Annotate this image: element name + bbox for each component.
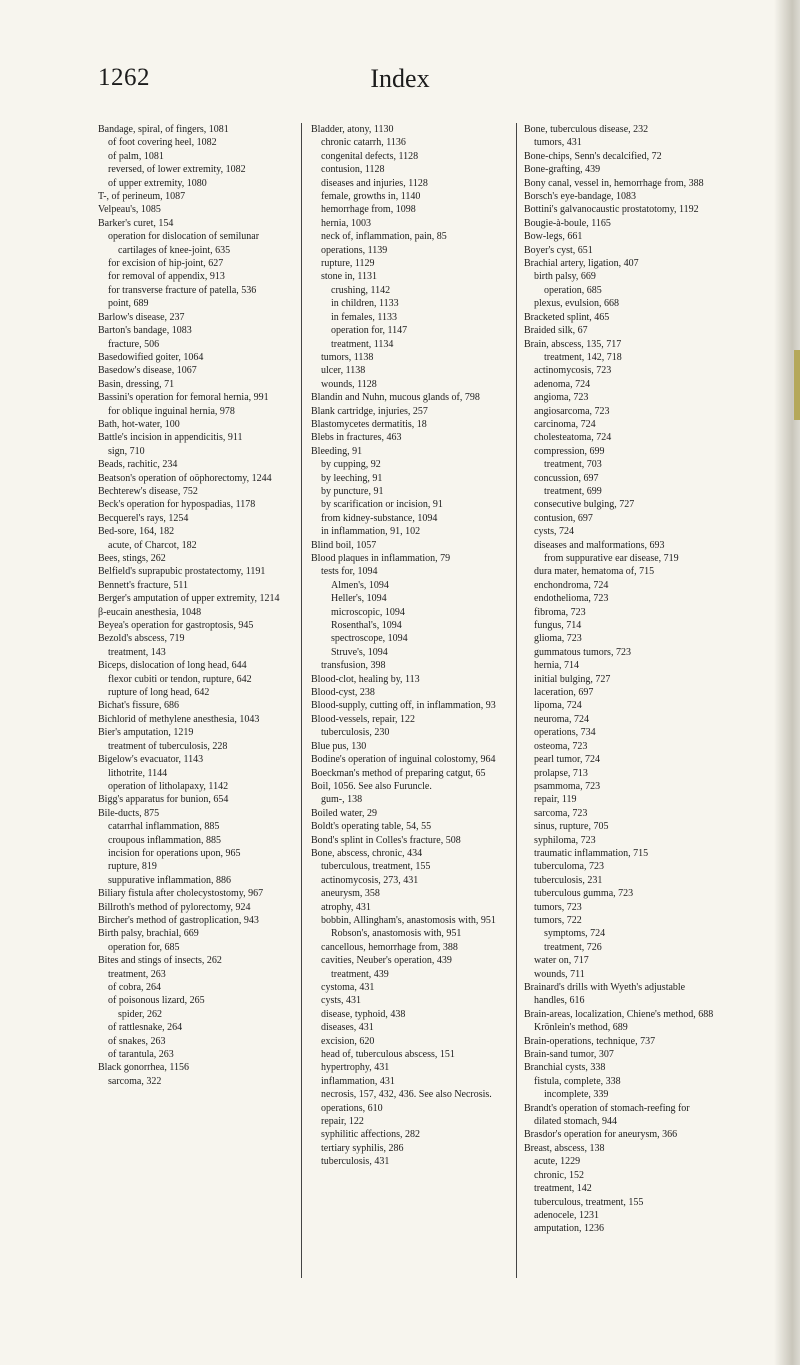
index-entry: Heller's, 1094: [331, 593, 387, 605]
index-entry: lithotrite, 1144: [108, 767, 168, 779]
index-entry: female, growths in, 1140: [321, 191, 421, 203]
index-entry: T-, of perineum, 1087: [98, 191, 186, 203]
index-entry: Beyea's operation for gastroptosis, 945: [98, 620, 254, 632]
index-entry: tuberculosis, 231: [534, 874, 603, 886]
index-entry: Bezold's abscess, 719: [98, 633, 185, 645]
index-entry: Bone-chips, Senn's decalcified, 72: [524, 150, 662, 162]
index-entry: of poisonous lizard, 265: [108, 995, 205, 1007]
index-column-1: [98, 123, 293, 1088]
index-entry: Braided silk, 67: [524, 325, 588, 337]
index-entry: fracture, 506: [108, 338, 160, 350]
index-entry: neck of, inflammation, pain, 85: [321, 231, 447, 243]
index-entry: treatment of tuberculosis, 228: [108, 740, 228, 752]
index-entry: incision for operations upon, 965: [108, 847, 241, 859]
index-entry: Brachial artery, ligation, 407: [524, 258, 639, 270]
index-entry: syphiloma, 723: [534, 834, 596, 846]
index-entry: acute, of Charcot, 182: [108, 539, 197, 551]
index-entry: acute, 1229: [534, 1156, 581, 1168]
page-edge-marker: [794, 350, 800, 420]
index-entry: Blood-vessels, repair, 122: [311, 713, 416, 725]
index-entry: fungus, 714: [534, 620, 582, 632]
index-entry: Blank cartridge, injuries, 257: [311, 405, 428, 417]
index-entry: wounds, 711: [534, 968, 585, 980]
index-entry: initial bulging, 727: [534, 673, 611, 685]
index-entry: actinomycosis, 723: [534, 365, 612, 377]
index-entry: Bottini's galvanocaustic prostatotomy, 1192: [524, 204, 699, 216]
index-entry: catarrhal inflammation, 885: [108, 821, 220, 833]
index-entry: Birth palsy, brachial, 669: [98, 928, 199, 940]
index-entry: head of, tuberculous abscess, 151: [321, 1049, 455, 1061]
index-entry: flexor cubiti or tendon, rupture, 642: [108, 673, 252, 685]
index-entry: enchondroma, 724: [534, 579, 609, 591]
column-divider: [516, 123, 517, 1278]
index-entry: tests for, 1094: [321, 566, 378, 578]
index-entry: incomplete, 339: [544, 1089, 609, 1101]
index-entry: fibroma, 723: [534, 606, 586, 618]
index-entry: Bougie-à-boule, 1165: [524, 217, 611, 229]
index-entry: Barlow's disease, 237: [98, 311, 185, 323]
index-entry: treatment, 143: [108, 646, 166, 658]
index-entry: tuberculous gumma, 723: [534, 888, 634, 900]
index-entry: tumors, 1138: [321, 351, 374, 363]
index-entry: chronic, 152: [534, 1169, 584, 1181]
index-entry: actinomycosis, 273, 431: [321, 874, 419, 886]
index-entry: lipoma, 724: [534, 700, 582, 712]
index-entry: rupture, 819: [108, 861, 157, 873]
index-entry: of cobra, 264: [108, 982, 162, 993]
index-entry: Bond's splint in Colles's fracture, 508: [311, 834, 461, 846]
index-entry: cystoma, 431: [321, 982, 375, 993]
index-entry: cancellous, hemorrhage from, 388: [321, 941, 458, 953]
index-entry: Boeckman's method of preparing catgut, 65: [311, 767, 486, 779]
index-entry: Bodine's operation of inguinal colostomy, 964: [311, 754, 496, 766]
index-entry: endothelioma, 723: [534, 593, 609, 605]
index-entry: of upper extremity, 1080: [108, 177, 207, 189]
index-entry: traumatic inflammation, 715: [534, 847, 649, 859]
index-entry: Blebs in fractures, 463: [311, 432, 402, 444]
index-entry: carcinoma, 724: [534, 418, 596, 430]
index-entry: Bees, stings, 262: [98, 553, 166, 564]
index-entry: Struve's, 1094: [331, 646, 388, 658]
index-entry: from suppurative ear disease, 719: [544, 553, 679, 564]
index-entry: gum-, 138: [321, 794, 363, 806]
column-divider: [301, 123, 302, 1278]
index-entry: sign, 710: [108, 445, 145, 457]
index-entry: Boil, 1056. See also Furuncle.: [311, 780, 432, 792]
index-entry: by cupping, 92: [321, 459, 381, 471]
index-entry: Borsch's eye-bandage, 1083: [524, 191, 637, 203]
index-entry: Belfield's suprapubic prostatectomy, 1191: [98, 566, 266, 578]
index-entry: necrosis, 157, 432, 436. See also Necrosis.: [321, 1089, 492, 1101]
index-entry: Bile-ducts, 875: [98, 807, 160, 819]
index-entry: Battle's incision in appendicitis, 911: [98, 432, 243, 444]
index-entry: Beads, rachitic, 234: [98, 459, 178, 471]
index-entry: Brain, abscess, 135, 717: [524, 338, 622, 350]
index-entry: excision, 620: [321, 1035, 375, 1047]
index-entry: operation of litholapaxy, 1142: [108, 780, 229, 792]
index-entry: Blood-clot, healing by, 113: [311, 673, 420, 685]
index-column-3: [524, 123, 719, 1236]
index-entry: operations, 610: [321, 1102, 383, 1114]
index-entry: cholesteatoma, 724: [534, 432, 612, 444]
index-entry: Bichat's fissure, 686: [98, 700, 179, 712]
index-entry: Bassini's operation for femoral hernia, 991: [98, 392, 269, 404]
index-entry: Robson's, anastomosis with, 951: [331, 928, 462, 940]
index-entry: Bony canal, vessel in, hemorrhage from, 388: [524, 177, 704, 189]
index-entry: water on, 717: [534, 955, 589, 967]
index-entry: of palm, 1081: [108, 150, 164, 162]
index-entry: diseases and malformations, 693: [534, 539, 665, 551]
index-entry: Bichlorid of methylene anesthesia, 1043: [98, 713, 260, 725]
index-entry: Brain-operations, technique, 737: [524, 1035, 656, 1047]
index-entry: Basedowified goiter, 1064: [98, 351, 204, 363]
index-entry: Bath, hot-water, 100: [98, 418, 180, 430]
index-entry: adenoma, 724: [534, 378, 591, 390]
index-entry: operations, 1139: [321, 244, 388, 256]
index-entry: repair, 122: [321, 1116, 364, 1128]
index-entry: treatment, 726: [544, 941, 602, 953]
index-entry: of tarantula, 263: [108, 1049, 174, 1061]
index-entry: Velpeau's, 1085: [98, 204, 161, 216]
index-column-2: [311, 123, 506, 1169]
index-entry: Bites and stings of insects, 262: [98, 955, 222, 967]
index-entry: treatment, 142: [534, 1183, 592, 1195]
index-entry: bobbin, Allingham's, anastomosis with, 951: [321, 914, 496, 926]
index-entry: glioma, 723: [534, 633, 582, 645]
index-entry: of rattlesnake, 264: [108, 1022, 183, 1034]
index-entry: compression, 699: [534, 445, 605, 457]
index-entry: for removal of appendix, 913: [108, 271, 225, 283]
index-entry: for excision of hip-joint, 627: [108, 258, 224, 270]
index-entry: Blandin and Nuhn, mucous glands of, 798: [311, 392, 480, 404]
index-entry: Becquerel's rays, 1254: [98, 512, 189, 524]
index-entry: Brandt's operation of stomach-reefing for dilated stomach, 944: [524, 1102, 690, 1128]
index-entry: treatment, 1134: [331, 338, 394, 350]
index-entry: by leeching, 91: [321, 472, 383, 484]
index-entry: Bennett's fracture, 511: [98, 579, 189, 591]
index-entry: microscopic, 1094: [331, 606, 405, 618]
index-entry: cysts, 724: [534, 526, 574, 538]
index-entry: repair, 119: [534, 794, 577, 806]
index-entry: treatment, 703: [544, 459, 602, 471]
index-entry: hemorrhage from, 1098: [321, 204, 416, 216]
index-entry: rupture of long head, 642: [108, 687, 210, 699]
index-entry: angioma, 723: [534, 392, 589, 404]
index-entry: sinus, rupture, 705: [534, 821, 609, 833]
index-entry: tumors, 431: [534, 137, 582, 149]
index-entry: gummatous tumors, 723: [534, 646, 631, 658]
index-entry: Blood plaques in inflammation, 79: [311, 553, 451, 564]
page-title: Index: [370, 64, 430, 93]
index-entry: treatment, 439: [331, 968, 389, 980]
index-entry: spider, 262: [118, 1008, 163, 1020]
index-entry: cavities, Neuber's operation, 439: [321, 955, 452, 967]
index-entry: tuberculous, treatment, 155: [534, 1196, 644, 1208]
index-entry: stone in, 1131: [321, 271, 378, 283]
index-entry: reversed, of lower extremity, 1082: [108, 164, 246, 176]
index-entry: croupous inflammation, 885: [108, 834, 222, 846]
index-entry: Bandage, spiral, of fingers, 1081: [98, 124, 229, 135]
index-entry: aneurysm, 358: [321, 888, 380, 900]
index-entry: Beck's operation for hypospadias, 1178: [98, 499, 256, 511]
index-entry: symptoms, 724: [544, 928, 606, 940]
index-entry: Bone-grafting, 439: [524, 164, 601, 176]
index-entry: of snakes, 263: [108, 1035, 166, 1047]
index-entry: diseases, 431: [321, 1022, 374, 1034]
index-entry: atrophy, 431: [321, 901, 371, 913]
index-entry: Blood-cyst, 238: [311, 687, 375, 699]
index-entry: Rosenthal's, 1094: [331, 620, 402, 632]
index-entry: angiosarcoma, 723: [534, 405, 610, 417]
index-entry: congenital defects, 1128: [321, 150, 419, 162]
index-entry: Brain-areas, localization, Chiene's method, 688: [524, 1008, 714, 1020]
index-entry: Bone, abscess, chronic, 434: [311, 847, 423, 859]
index-entry: Basedow's disease, 1067: [98, 365, 197, 377]
index-entry: in females, 1133: [331, 311, 398, 323]
index-entry: Billroth's method of pylorectomy, 924: [98, 901, 251, 913]
index-entry: dura mater, hematoma of, 715: [534, 566, 655, 578]
index-entry: Basin, dressing, 71: [98, 378, 175, 390]
index-entry: inflammation, 431: [321, 1075, 395, 1087]
index-entry: contusion, 697: [534, 512, 593, 524]
index-entry: Boiled water, 29: [311, 807, 377, 819]
index-entry: syphilitic affections, 282: [321, 1129, 420, 1141]
index-entry: operation, 685: [544, 284, 602, 296]
index-entry: treatment, 699: [544, 485, 602, 497]
index-entry: osteoma, 723: [534, 740, 588, 752]
index-entry: Barker's curet, 154: [98, 217, 174, 229]
index-entry: from kidney-substance, 1094: [321, 512, 438, 524]
index-entry: operation for, 1147: [331, 325, 408, 337]
index-entry: Bone, tuberculous disease, 232: [524, 124, 649, 135]
index-entry: by puncture, 91: [321, 485, 384, 497]
index-entry: amputation, 1236: [534, 1223, 604, 1235]
index-entry: for oblique inguinal hernia, 978: [108, 405, 235, 417]
index-entry: Boyer's cyst, 651: [524, 244, 593, 256]
index-entry: Bigelow's evacuator, 1143: [98, 754, 204, 766]
index-entry: chronic catarrh, 1136: [321, 137, 406, 149]
index-entry: Krönlein's method, 689: [534, 1022, 628, 1034]
index-entry: tuberculoma, 723: [534, 861, 604, 873]
index-entry: tertiary syphilis, 286: [321, 1142, 404, 1154]
index-entry: Brainard's drills with Wyeth's adjustable handles, 616: [524, 982, 686, 1007]
index-entry: Berger's amputation of upper extremity, 1214: [98, 593, 280, 605]
index-entry: Breast, abscess, 138: [524, 1142, 605, 1154]
index-entry: hernia, 1003: [321, 217, 371, 229]
index-entry: fistula, complete, 338: [534, 1075, 621, 1087]
index-entry: Brain-sand tumor, 307: [524, 1049, 614, 1061]
index-entry: Almen's, 1094: [331, 579, 389, 591]
index-entry: rupture, 1129: [321, 258, 375, 270]
index-entry: treatment, 263: [108, 968, 166, 980]
index-entry: suppurative inflammation, 886: [108, 874, 232, 886]
index-entry: operations, 734: [534, 727, 596, 739]
index-entry: tuberculous, treatment, 155: [321, 861, 431, 873]
index-entry: tumors, 723: [534, 901, 582, 913]
index-entry: sarcoma, 723: [534, 807, 588, 819]
index-entry: disease, typhoid, 438: [321, 1008, 406, 1020]
index-entry: operation for dislocation of semilunar cartilages of knee-joint, 635: [108, 231, 260, 256]
index-entry: ulcer, 1138: [321, 365, 366, 377]
index-entry: neuroma, 724: [534, 713, 589, 725]
index-entry: in children, 1133: [331, 298, 399, 310]
index-entry: for transverse fracture of patella, 536: [108, 284, 257, 296]
page-edge-shadow: [774, 0, 800, 1365]
index-entry: hernia, 714: [534, 660, 579, 672]
index-entry: cysts, 431: [321, 995, 361, 1007]
index-entry: concussion, 697: [534, 472, 599, 484]
index-entry: operation for, 685: [108, 941, 180, 953]
index-entry: Brasdor's operation for aneurysm, 366: [524, 1129, 678, 1141]
index-entry: by scarification or incision, 91: [321, 499, 443, 511]
index-entry: Bleeding, 91: [311, 445, 363, 457]
index-entry: of foot covering heel, 1082: [108, 137, 217, 149]
index-entry: psammoma, 723: [534, 780, 601, 792]
index-entry: Bracketed splint, 465: [524, 311, 610, 323]
index-entry: Branchial cysts, 338: [524, 1062, 606, 1074]
index-entry: treatment, 142, 718: [544, 351, 622, 363]
index-entry: tuberculosis, 230: [321, 727, 390, 739]
index-entry: Biceps, dislocation of long head, 644: [98, 660, 247, 672]
index-entry: hypertrophy, 431: [321, 1062, 390, 1074]
index-entry: sarcoma, 322: [108, 1075, 162, 1087]
index-entry: tumors, 722: [534, 914, 582, 926]
index-entry: pearl tumor, 724: [534, 754, 600, 766]
index-entry: wounds, 1128: [321, 378, 377, 390]
index-entry: Bladder, atony, 1130: [311, 124, 394, 135]
index-entry: point, 689: [108, 298, 149, 310]
index-entry: Boldt's operating table, 54, 55: [311, 821, 432, 833]
index-entry: Bier's amputation, 1219: [98, 727, 194, 739]
page-number: 1262: [98, 64, 150, 91]
index-entry: Black gonorrhea, 1156: [98, 1062, 189, 1074]
index-entry: Beatson's operation of oöphorectomy, 1244: [98, 472, 272, 484]
index-entry: in inflammation, 91, 102: [321, 526, 421, 538]
index-entry: Blind boil, 1057: [311, 539, 377, 551]
index-entry: Bow-legs, 661: [524, 231, 583, 243]
index-entry: Biliary fistula after cholecystostomy, 967: [98, 888, 264, 900]
index-entry: spectroscope, 1094: [331, 633, 408, 645]
index-entry: Blastomycetes dermatitis, 18: [311, 418, 427, 430]
index-entry: consecutive bulging, 727: [534, 499, 635, 511]
index-entry: transfusion, 398: [321, 660, 386, 672]
index-entry: birth palsy, 669: [534, 271, 596, 283]
index-entry: crushing, 1142: [331, 284, 391, 296]
index-entry: contusion, 1128: [321, 164, 385, 176]
index-entry: Bigg's apparatus for bunion, 654: [98, 794, 229, 806]
index-entry: β-eucain anesthesia, 1048: [98, 606, 202, 618]
index-entry: Bechterew's disease, 752: [98, 485, 198, 497]
index-entry: Bircher's method of gastroplication, 943: [98, 914, 259, 926]
index-entry: tuberculosis, 431: [321, 1156, 390, 1168]
index-entry: Barton's bandage, 1083: [98, 325, 192, 337]
index-entry: prolapse, 713: [534, 767, 588, 779]
index-entry: adenocele, 1231: [534, 1209, 599, 1221]
index-entry: Bed-sore, 164, 182: [98, 526, 175, 538]
index-entry: diseases and injuries, 1128: [321, 177, 428, 189]
index-entry: plexus, evulsion, 668: [534, 298, 619, 310]
index-entry: laceration, 697: [534, 687, 594, 699]
index-entry: Blood-supply, cutting off, in inflammation, 93: [311, 700, 496, 712]
index-entry: Blue pus, 130: [311, 740, 367, 752]
